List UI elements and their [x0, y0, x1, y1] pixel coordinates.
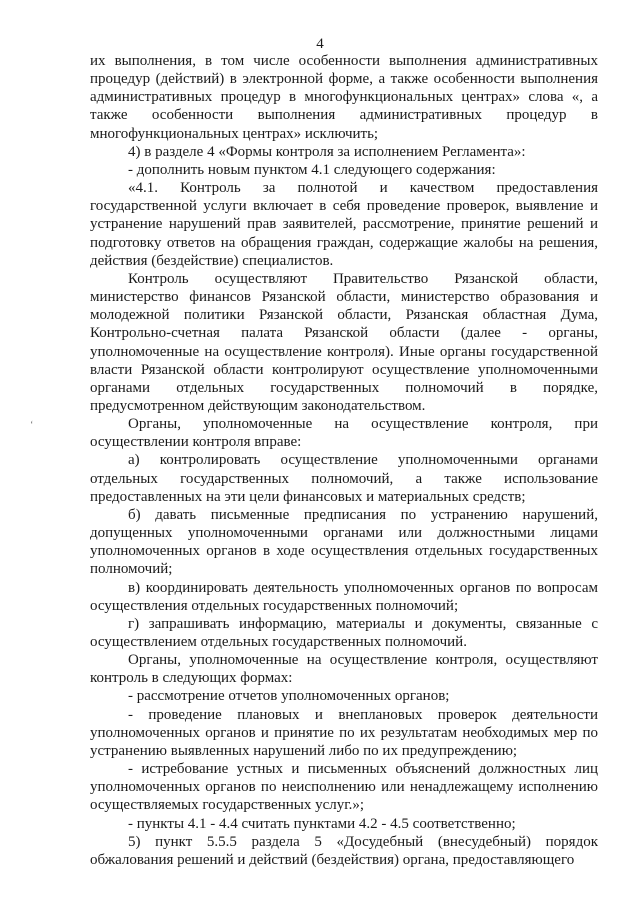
- paragraph: Органы, уполномоченные на осуществление контроля, при осуществлении контроля вправе:: [90, 416, 598, 451]
- paragraph: «4.1. Контроль за полнотой и качеством предоставления государственной услуги включает в себя проведение проверок, выявление и устранение нарушений прав заявителей, рассмотрение, принятие решений и подготовку ответов на обращения граждан, содержащие жалобы на решения, действия (бездействие) специалистов.: [90, 180, 598, 269]
- paragraph: Контроль осуществляют Правительство Рязанской области, министерство финансов Рязанской области, министерство образования и молодежной политики Рязанской области, Рязанская областная Дума, Контрольно-счетная палата Рязанской области (далее - органы, уполномоченные на осуществление контроля). Иные органы государственной власти Рязанской области контролируют осуществление уполномоченными органами отдельных государственных полномочий в порядке, предусмотренном действующим законодательством.: [90, 270, 598, 414]
- margin-mark: ‘: [30, 420, 34, 431]
- page-number: 4: [316, 36, 324, 52]
- paragraph: б) давать письменные предписания по устранению нарушений, допущенных уполномоченными органами или должностными лицами уполномоченных органов в ходе осуществления отдельных государственных полномочий;: [90, 506, 598, 578]
- paragraph: Органы, уполномоченные на осуществление контроля, осуществляют контроль в следующих формах:: [90, 652, 598, 687]
- paragraph: 5) пункт 5.5.5 раздела 5 «Досудебный (внесудебный) порядок обжалования решений и действий (бездействия) органа, предоставляющего: [90, 833, 598, 868]
- paragraph: 4) в разделе 4 «Формы контроля за исполнением Регламента»:: [128, 143, 526, 160]
- paragraph: - дополнить новым пунктом 4.1 следующего содержания:: [128, 161, 496, 178]
- document-body: [90, 52, 598, 869]
- paragraph: г) запрашивать информацию, материалы и документы, связанные с осуществлением отдельных государственных полномочий.: [90, 615, 598, 650]
- paragraph: - проведение плановых и внеплановых проверок деятельности уполномоченных органов и принятие по их результатам необходимых мер по устранению выявленных нарушений либо по их предупреждению;: [90, 706, 598, 759]
- paragraph: а) контролировать осуществление уполномоченными органами отдельных государственных полномочий, а также использование предоставленных на эти цели финансовых и материальных средств;: [90, 452, 598, 505]
- paragraph: их выполнения, в том числе особенности выполнения административных процедур (действий) в электронной форме, а также особенности выполнения административных процедур в многофункциональных центрах» слова «, а также особенности выполнения административных процедур в многофункциональных центрах» исключить;: [90, 53, 598, 142]
- paragraph: - истребование устных и письменных объяснений должностных лиц уполномоченных органов по неисполнению или ненадлежащему исполнению осуществляемых государственных услуг.»;: [90, 761, 598, 814]
- paragraph: в) координировать деятельность уполномоченных органов по вопросам осуществления отдельных государственных полномочий;: [90, 579, 598, 614]
- paragraph: - пункты 4.1 - 4.4 считать пунктами 4.2 - 4.5 соответственно;: [128, 815, 516, 832]
- paragraph: - рассмотрение отчетов уполномоченных органов;: [128, 688, 450, 705]
